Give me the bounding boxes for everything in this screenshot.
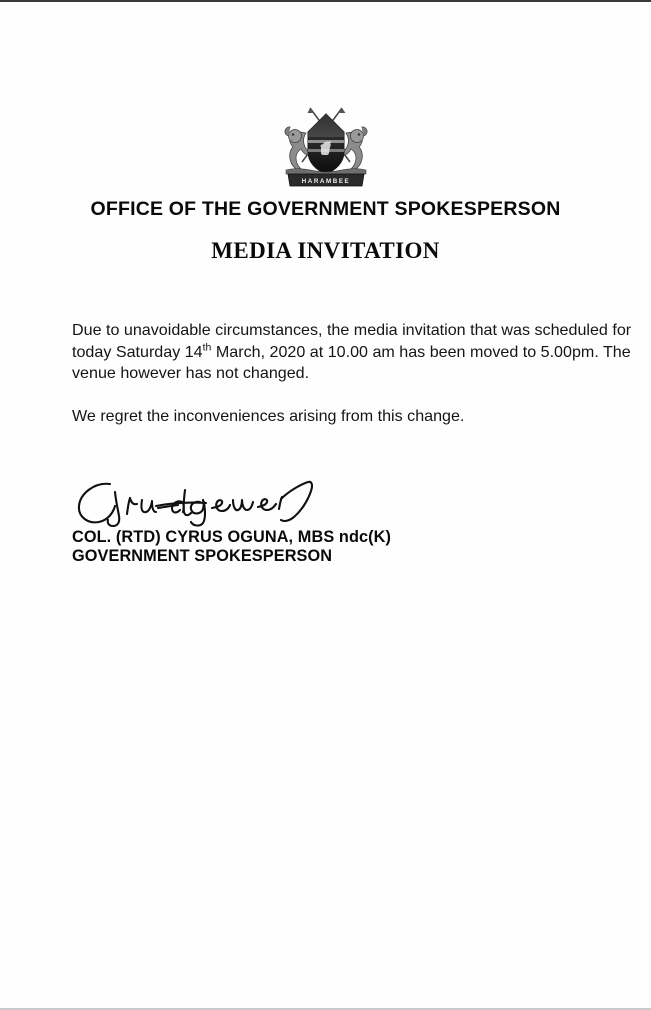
document-body bbox=[72, 320, 638, 427]
document-subject-heading: MEDIA INVITATION bbox=[211, 238, 440, 263]
handwritten-signature bbox=[72, 476, 332, 532]
office-title: OFFICE OF THE GOVERNMENT SPOKESPERSON bbox=[90, 198, 561, 220]
coat-of-arms-emblem bbox=[0, 104, 651, 195]
ordinal-suffix: th bbox=[202, 341, 212, 354]
body-paragraph-2: We regret the inconveniences arising from this change. bbox=[72, 406, 465, 425]
signatory-title: GOVERNMENT SPOKESPERSON bbox=[72, 547, 333, 565]
body-paragraph-1: Due to unavoidable circumstances, the media invitation that was scheduled for today Saturday 14th March, 2020 at 10.00 am has been moved to 5.00pm. The venue however has not changed. bbox=[72, 321, 632, 382]
signoff-block bbox=[72, 528, 552, 566]
harambee-motto-text: HARAMBEE bbox=[301, 178, 350, 185]
signatory-name: COL. (RTD) CYRUS OGUNA, MBS ndc(K) bbox=[72, 528, 392, 546]
